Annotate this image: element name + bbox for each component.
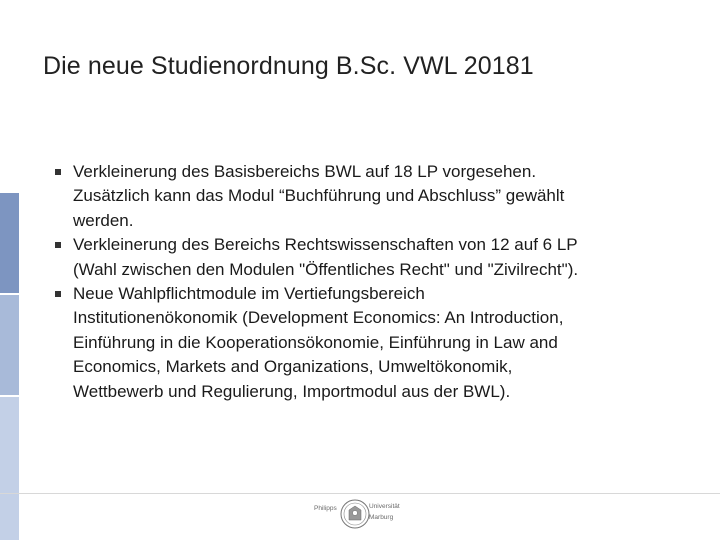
bullet-line: Einführung in die Kooperationsökonomie, Einführung in Law and [73,332,558,352]
university-logo [312,497,412,533]
logo-word-left: Philipps [314,505,337,512]
square-bullet-icon [55,169,61,175]
bullet-line: Neue Wahlpflichtmodule im Vertiefungsbereich [73,284,425,304]
bullet-item [55,160,695,233]
bullet-line: Wettbewerb und Regulierung, Importmodul aus der BWL). [73,381,511,401]
slide-title: Die neue Studienordnung B.Sc. VWL 20181 [43,52,534,80]
accent-bar-top [0,193,19,293]
logo-word-right-top: Universität [369,503,400,510]
bullet-item [55,282,695,404]
accent-bar-bottom [0,397,19,540]
bullet-item [55,233,695,282]
bullet-line: Institutionenökonomik (Development Economics: An Introduction, [73,308,564,328]
bullet-line: Zusätzlich kann das Modul “Buchführung und Abschluss” gewählt [73,186,565,206]
bullet-line: Economics, Markets and Organizations, Umweltökonomik, [73,357,513,377]
bullet-line: Verkleinerung des Basisbereichs BWL auf 18 LP vorgesehen. [73,162,537,181]
bullet-line: (Wahl zwischen den Modulen "Öffentliches Recht" und "Zivilrecht"). [73,259,579,279]
bullet-list [55,160,695,404]
accent-bar-middle [0,295,19,395]
footer-divider [0,493,720,494]
bullet-line: Verkleinerung des Bereichs Rechtswissenschaften von 12 auf 6 LP [73,235,578,255]
bullet-line: werden. [73,210,134,230]
square-bullet-icon [55,242,61,248]
square-bullet-icon [55,291,61,297]
logo-word-right-bottom: Marburg [369,514,394,521]
